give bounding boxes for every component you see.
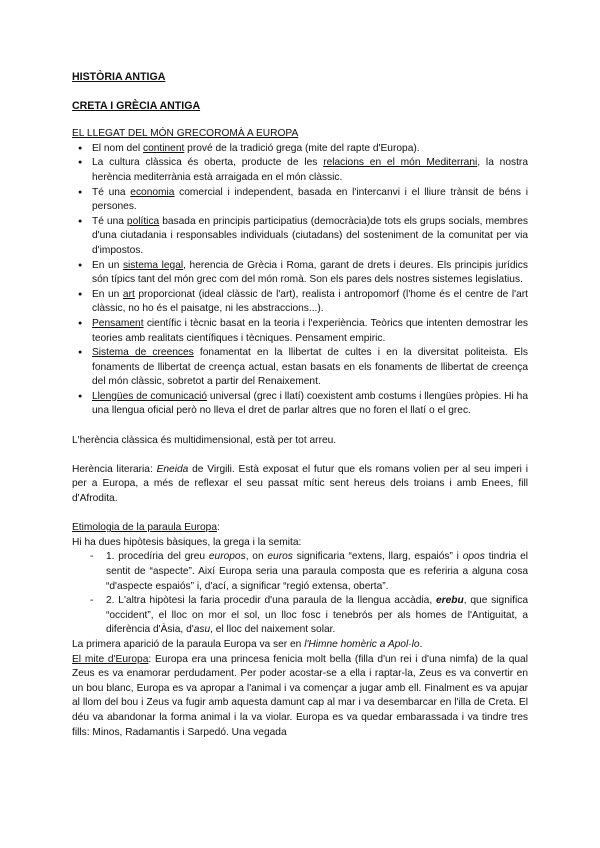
bullet-item: ● Sistema de creences fonamentat en la llibertat de cultes i en la diversitat politeista. Els fonaments de llibertat de creença actual, estan basats en els fonaments de llibertat de creença del món clàssic, sobretot a partir del Renaixement. bbox=[72, 346, 528, 390]
literary-heritage-paragraph: Herència literaria: Eneida de Virgili. Està exposat el futur que els romans volien per al seu imperi i per a Europa, a més de reflexar el seu passat mític sent hereus dels troians i amb Enees, fill d'Afrodita. bbox=[72, 463, 528, 505]
multidimensional-paragraph: L'herència clàssica és multidimensional, està per tot arreu. bbox=[72, 434, 337, 446]
hypothesis-greek: - 1. procedíria del greu europos, on euros significaria “extens, llarg, espaiós” i opos tindria el sentit de “aspecte”. Així Europa seria una paraula composta que es referiria a alguna cosa “d'aspecte espaiós” i, d'ací, a significar “regió extensa, oberta”. bbox=[72, 550, 528, 594]
bullet-item: ● Pensament científic i tècnic basat en la teoria i l'experiència. Teòrics que intenten demostrar les teories amb realitats científiques i tècniques. Pensament empiric. bbox=[72, 317, 528, 346]
etymology-intro: Hi ha dues hipòtesis bàsiques, la grega i la semita: bbox=[72, 536, 302, 548]
document-title: HISTÒRIA ANTIGA bbox=[72, 71, 166, 83]
bullet-item: ● Té una economia comercial i independent, basada en l'intercanvi i el lliure trànsit de béns i persones. bbox=[72, 186, 528, 215]
bullet-keyword: sistema legal bbox=[122, 259, 184, 271]
bullet-item: ● La cultura clàssica és oberta, producte de les relacions en el món Mediterrani, la nostra herència mediterrània està arraigada en el món clàssic. bbox=[72, 156, 528, 185]
bullet-item: ● En un sistema legal, herencia de Grècia i Roma, garant de drets i deures. Els principis jurídics són típics tant del món grec com del món romà. Son els pares dels nostres sistemes legislatius. bbox=[72, 259, 528, 288]
etymology-heading: Etimologia de la paraula Europa: bbox=[72, 522, 220, 534]
hypothesis-semitic: - 2. L'altra hipòtesi la faria procedir d'una paraula de la llengua accàdia, erebu, que significa “occident”, el lloc on mor el sol, un lloc fosc i tenebrós per als homes de l'Antiguitat, a diferència d'Àsia, d'asu, el lloc del naixement solar. bbox=[72, 594, 528, 638]
first-appearance-paragraph: La primera aparició de la paraula Europa va ser en l'Himne homèric a Apol·lo. bbox=[72, 638, 423, 650]
section-title: EL LLEGAT DEL MÓN GRECOROMÀ A EUROPA bbox=[72, 128, 299, 140]
bullet-keyword: relacions en el món Mediterrani bbox=[323, 157, 478, 169]
bullet-keyword: política bbox=[126, 215, 160, 227]
bullet-keyword: Sistema de creences bbox=[92, 347, 194, 359]
legacy-bullet-list bbox=[72, 142, 528, 419]
bullet-item: ● El nom del continent prové de la tradició grega (mite del rapte d'Europa). bbox=[72, 142, 528, 157]
bullet-item: ● En un art proporcionat (ideal clàssic de l'art), realista i antropomorf (l'home és el centre de l'art clàssic, no ho és el paisatge, ni les abstraccions...). bbox=[72, 288, 528, 317]
document-subtitle: CRETA I GRÈCIA ANTIGA bbox=[72, 99, 201, 112]
bullet-keyword: art bbox=[122, 288, 135, 300]
bullet-keyword: economia bbox=[130, 186, 175, 198]
hypotheses-list bbox=[72, 550, 528, 638]
bullet-keyword: Pensament bbox=[92, 317, 144, 329]
bullet-item: ● Llengües de comunicació universal (grec i llatí) coexistent amb costums i llengües pròpies. Hi ha una llengua oficial però no lleva el dret de parlar altres que no foren el llatí o el grec. bbox=[72, 390, 528, 419]
document-body bbox=[72, 70, 528, 740]
bullet-keyword: Llengües de comunicació bbox=[92, 390, 208, 402]
bullet-item: ● Té una política basada en principis participatius (democràcia)de tots els grups socials, membres d'una ciutadania i responsables individuals (ciutadans) del sosteniment de la comunitat per via d'impostos. bbox=[72, 215, 528, 259]
europa-myth-paragraph: El mite d'Europa: Europa era una princesa fenicia molt bella (filla d'un rei i d'una nimfa) de la qual Zeus es va enamorar perdudament. Per poder acostar-se a ella i raptar-la, Zeus es va convertir en un bou blanc, Europa es va apropar a l'animal i va començar a jugar amb ell. Finalment es va apujar al llom del bou i Zeus va fugir amb aquesta damunt cap al mar i va desembarcar en l'illa de Creta. El déu va abandonar la forma animal i la va violar. Europa es va quedar embarassada i va tindre tres fills: Minos, Radamantis i Sarpedó. Una vegada bbox=[72, 653, 528, 738]
bullet-keyword: continent bbox=[142, 142, 185, 154]
